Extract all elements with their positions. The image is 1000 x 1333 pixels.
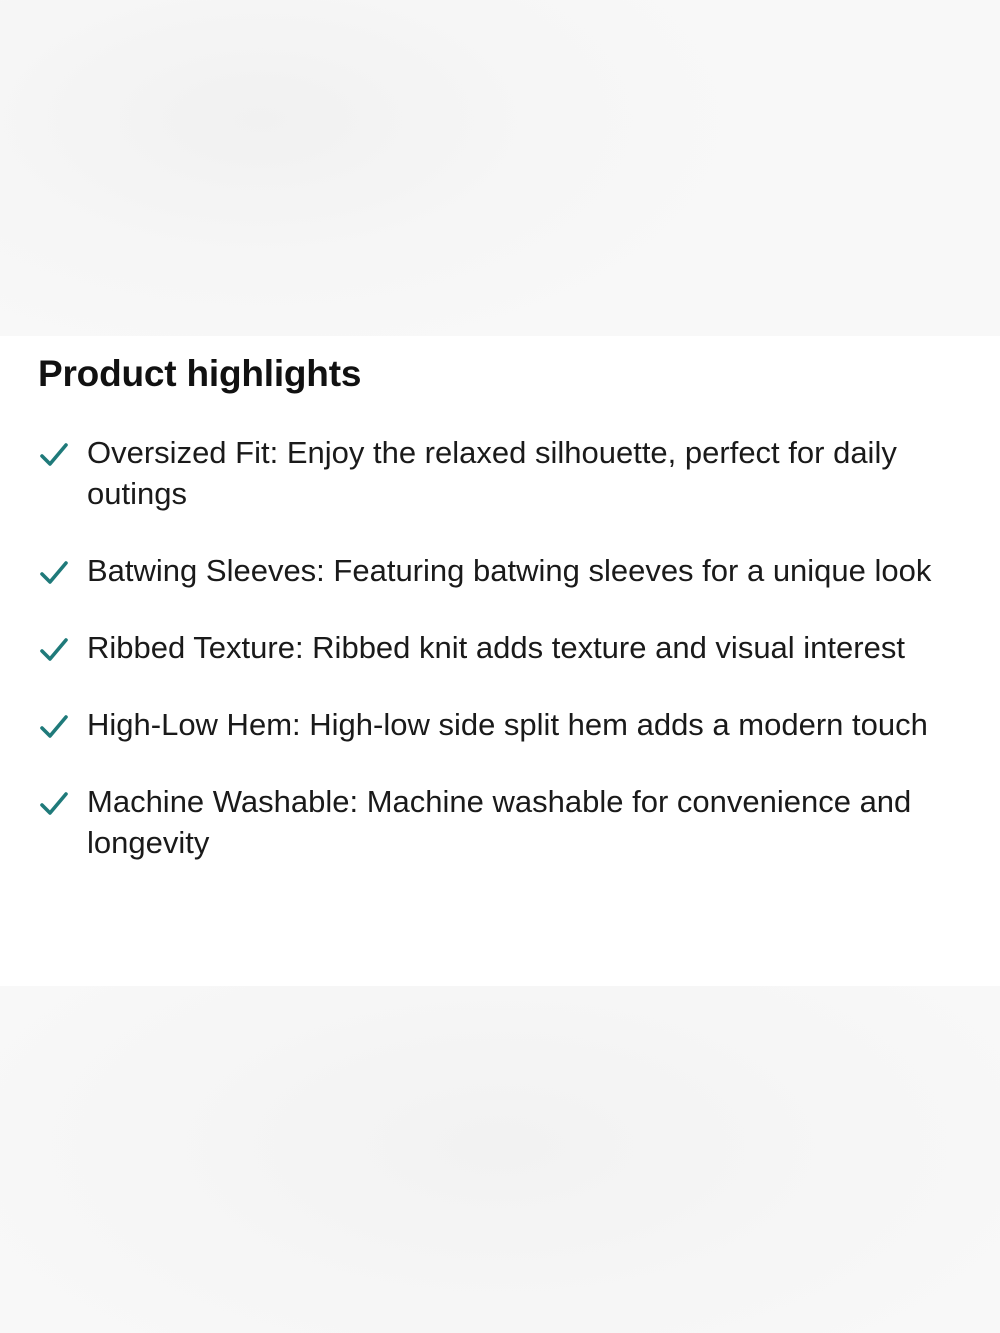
list-item <box>38 550 962 591</box>
highlight-text: Batwing Sleeves: Featuring batwing sleeves for a unique look <box>87 553 932 588</box>
checkmark-icon <box>38 557 70 589</box>
highlight-text: Machine Washable: Machine washable for convenience and longevity <box>87 784 912 860</box>
highlight-text: High-Low Hem: High-low side split hem adds a modern touch <box>87 707 928 742</box>
checkmark-icon <box>38 711 70 743</box>
checkmark-icon <box>38 439 70 471</box>
highlight-text: Oversized Fit: Enjoy the relaxed silhouette, perfect for daily outings <box>87 435 897 511</box>
background-top <box>0 0 1000 336</box>
highlight-text: Ribbed Texture: Ribbed knit adds texture and visual interest <box>87 630 905 665</box>
list-item <box>38 704 962 745</box>
list-item <box>38 627 962 668</box>
checkmark-icon <box>38 788 70 820</box>
section-title: Product highlights <box>38 353 362 394</box>
product-highlights-section <box>0 336 1000 986</box>
background-bottom <box>0 986 1000 1333</box>
highlights-list <box>38 432 962 863</box>
list-item <box>38 781 962 863</box>
checkmark-icon <box>38 634 70 666</box>
list-item <box>38 432 962 514</box>
